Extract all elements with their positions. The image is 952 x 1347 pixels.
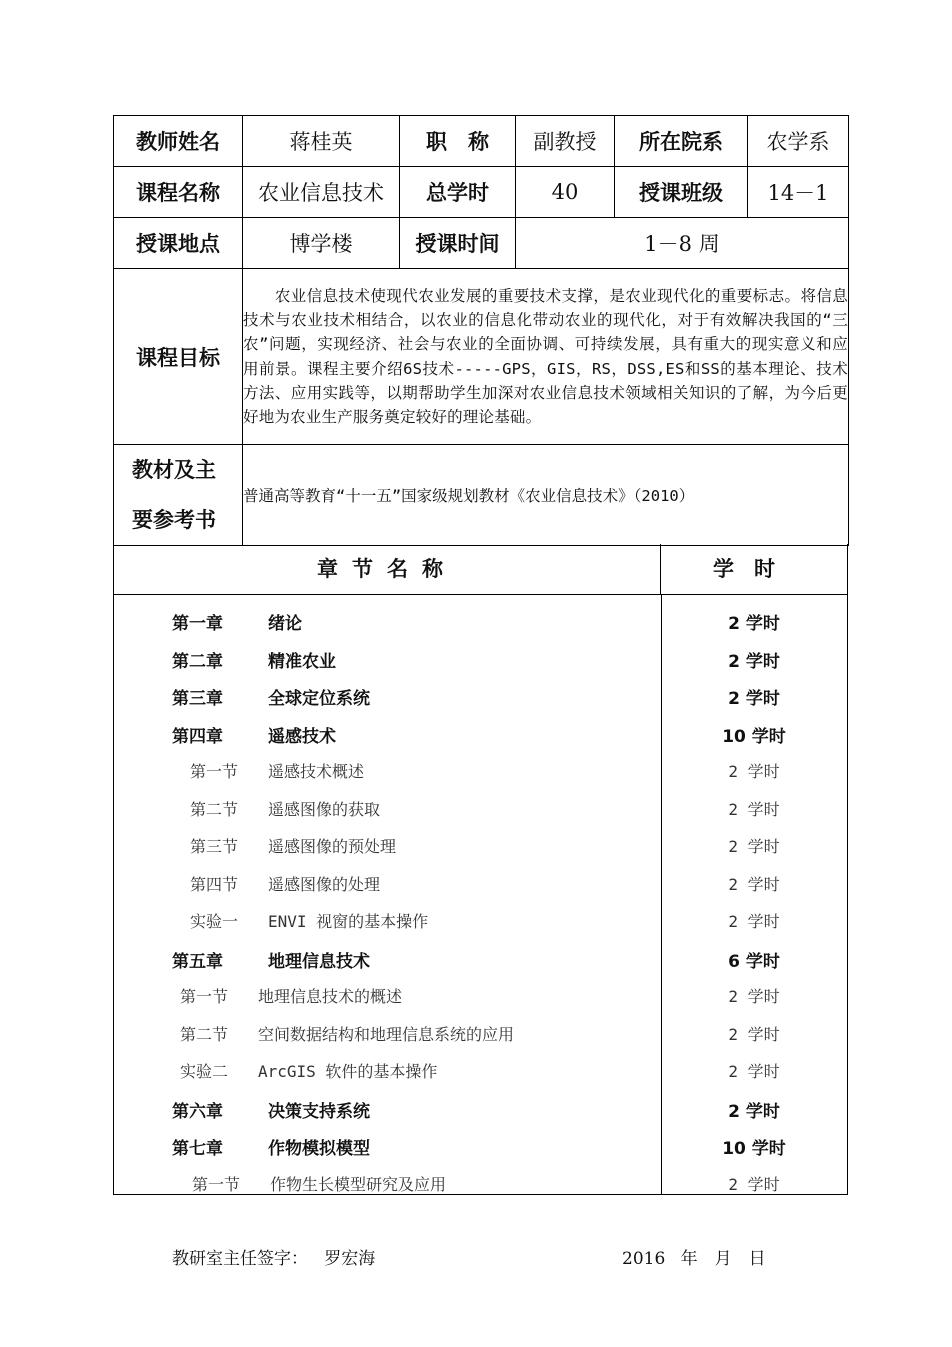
book-label <box>114 445 243 546</box>
chapter-number: 第一节 <box>180 987 229 1006</box>
chapter-title: 作物生长模型研究及应用 <box>270 1174 447 1194</box>
chapter-hours: 6 学时 <box>728 951 780 972</box>
time-label: 授课时间 <box>400 218 516 269</box>
chapter-row <box>114 902 847 940</box>
chapter-number: 第六章 <box>172 1101 223 1122</box>
chapter-number: 第一节 <box>190 762 239 781</box>
chapter-title: ENVI 视窗的基本操作 <box>268 912 429 931</box>
chapter-row <box>114 1052 847 1090</box>
chapter-title: 遥感图像的处理 <box>268 874 381 894</box>
chapter-row <box>114 827 847 865</box>
class-label: 授课班级 <box>615 167 748 218</box>
chapter-title: 精准农业 <box>268 651 336 672</box>
signature-label: 教研室主任签字： <box>172 1249 308 1269</box>
chapter-row <box>114 1127 847 1165</box>
chapter-number: 第一节 <box>192 1174 241 1194</box>
chapter-row <box>114 715 847 753</box>
chapter-title: 决策支持系统 <box>268 1101 370 1122</box>
chapter-hours: 2 学时 <box>728 762 780 781</box>
chapter-title: 空间数据结构和地理信息系统的应用 <box>258 1024 515 1044</box>
chapter-row <box>114 865 847 903</box>
goal-label: 课程目标 <box>114 269 243 445</box>
sign-date: 2016 年 月 日 <box>622 1249 766 1269</box>
title-value: 副教授 <box>516 116 615 167</box>
book-label-line-2: 要参考书 <box>132 508 216 532</box>
chapter-number: 第三节 <box>190 837 239 856</box>
teacher-value: 蒋桂英 <box>243 116 400 167</box>
chapter-hours: 10 学时 <box>722 726 786 747</box>
chapter-hours: 2 学时 <box>728 874 780 894</box>
title-label: 职 称 <box>400 116 516 167</box>
chapter-number: 实验二 <box>180 1062 229 1081</box>
course-label: 课程名称 <box>114 167 243 218</box>
chapter-row <box>114 752 847 790</box>
chapter-hours: 2 学时 <box>728 987 780 1006</box>
chapter-number: 第七章 <box>172 1139 223 1159</box>
chapter-hours-header: 学时 <box>713 557 795 581</box>
chapter-title: 地理信息技术 <box>268 951 370 972</box>
chapter-hours: 2 学时 <box>728 1062 780 1081</box>
teacher-label: 教师姓名 <box>114 116 243 167</box>
chapter-hours: 2 学时 <box>728 1174 780 1194</box>
chapter-hours: 2 学时 <box>728 1024 780 1044</box>
chapter-number: 第二节 <box>190 799 239 819</box>
chapter-row <box>114 1165 847 1203</box>
chapter-hours: 2 学时 <box>728 1101 780 1122</box>
chapter-hours: 2 学时 <box>728 837 780 856</box>
chapter-row <box>114 1015 847 1053</box>
book-label-line-1: 教材及主 <box>132 458 216 482</box>
chapter-hours: 2 学时 <box>728 799 780 819</box>
chapter-number: 第一章 <box>172 614 223 634</box>
chapter-title: 地理信息技术的概述 <box>258 987 403 1006</box>
hours-value: 40 <box>516 167 615 218</box>
chapter-number: 第四节 <box>190 874 239 894</box>
chapter-number: 第五章 <box>172 951 223 972</box>
chapter-hours: 10 学时 <box>722 1139 786 1159</box>
chapter-number: 第四章 <box>172 726 223 747</box>
chapter-hours: 2 学时 <box>728 689 780 709</box>
chapter-number: 第二节 <box>180 1024 229 1044</box>
chapter-row <box>114 1090 847 1128</box>
chapter-table <box>113 544 848 1195</box>
chapter-title: 遥感图像的获取 <box>268 799 381 819</box>
time-value: 1－8 周 <box>516 218 849 269</box>
chapter-title: ArcGIS 软件的基本操作 <box>258 1062 438 1081</box>
class-value: 14－1 <box>748 167 849 218</box>
chapter-title: 绪论 <box>268 614 302 634</box>
dept-value: 农学系 <box>748 116 849 167</box>
hours-label: 总学时 <box>400 167 516 218</box>
chapter-hours: 2 学时 <box>728 912 780 931</box>
chapter-row <box>114 977 847 1015</box>
chapter-number: 第三章 <box>172 689 223 709</box>
place-label: 授课地点 <box>114 218 243 269</box>
chapter-title: 遥感技术概述 <box>268 762 365 781</box>
chapter-row <box>114 940 847 978</box>
chapter-title: 遥感技术 <box>268 726 336 747</box>
dept-label: 所在院系 <box>615 116 748 167</box>
book-text: 普通高等教育“十一五”国家级规划教材《农业信息技术》（2010） <box>243 445 849 546</box>
chapter-table-header <box>114 544 847 595</box>
chapter-row <box>114 640 847 678</box>
chapter-rows <box>114 602 847 1202</box>
chapter-hours: 2 学时 <box>728 651 780 672</box>
signature-line <box>172 1244 375 1269</box>
goal-text: 农业信息技术使现代农业发展的重要技术支撑，是农业现代化的重要标志。将信息技术与农业技术相结合，以农业的信息化带动农业的现代化，对于有效解决我国的“三农”问题，实现经济、社会与农业的全面协调、可持续发展，具有重大的现实意义和应用前景。课程主要介绍6S技术-----GPS，GIS，RS，DSS,ES和SS的基本理论、技术方法、应用实践等，以期帮助学生加深对农业信息技术领域相关知识的了解，为今后更好地为农业生产服务奠定较好的理论基础。 <box>243 269 849 445</box>
chapter-row <box>114 602 847 640</box>
signer-name: 罗宏海 <box>324 1249 376 1269</box>
chapter-hours: 2 学时 <box>728 614 780 634</box>
chapter-title: 遥感图像的预处理 <box>268 837 397 856</box>
chapter-title: 全球定位系统 <box>268 689 370 709</box>
chapter-row <box>114 677 847 715</box>
chapter-title: 作物模拟模型 <box>268 1139 370 1159</box>
chapter-name-header: 章节名称 <box>114 544 661 594</box>
course-info-table <box>113 115 849 546</box>
place-value: 博学楼 <box>243 218 400 269</box>
chapter-number: 实验一 <box>190 912 239 931</box>
chapter-number: 第二章 <box>172 651 223 672</box>
course-value: 农业信息技术 <box>243 167 400 218</box>
chapter-row <box>114 790 847 828</box>
